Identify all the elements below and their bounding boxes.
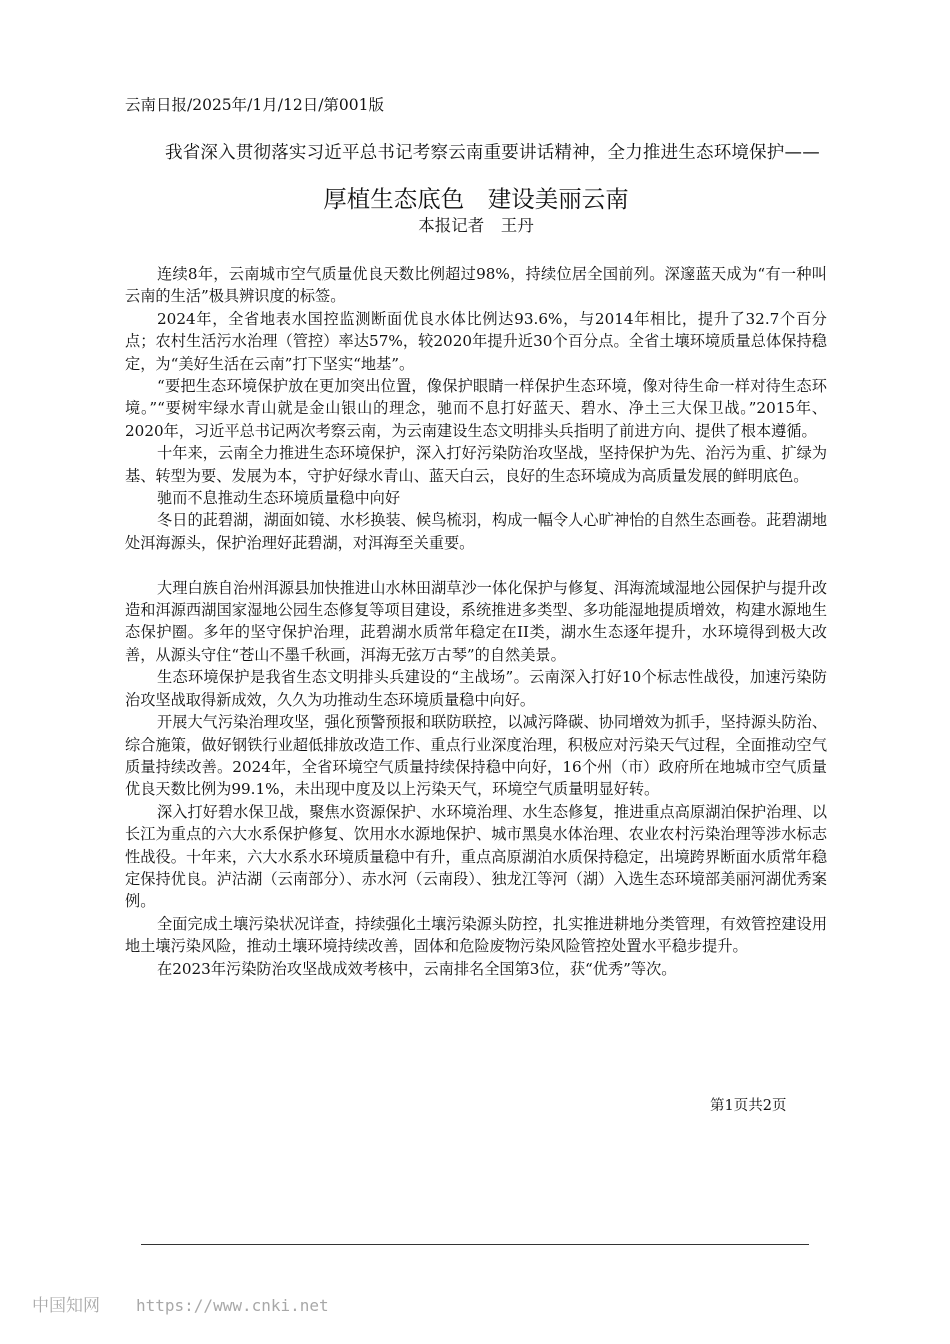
- paragraph: 在2023年污染防治攻坚战成效考核中，云南排名全国第3位，获“优秀”等次。: [157, 959, 677, 978]
- page-number: 第1页共2页: [710, 1098, 787, 1114]
- paragraph: 深入打好碧水保卫战，聚焦水资源保护、水环境治理、水生态修复，推进重点高原湖泊保护治理、以长江为重点的六大水系保护修复、饮用水水源地保护、城市黑臭水体治理、农业农村污染治理等涉水标志性战役。十年来，六大水系水环境质量稳中有升，重点高原湖泊水质保持稳定，出境跨界断面水质常年稳定保持优良。泸沽湖（云南部分）、赤水河（云南段）、独龙江等河（湖）入选生态环境部美丽河湖优秀案例。: [125, 802, 827, 911]
- cnki-url-watermark: https://www.cnki.net: [136, 1296, 329, 1315]
- paragraph: “要把生态环境保护放在更加突出位置，像保护眼睛一样保护生态环境，像对待生命一样对待生态环境。”“要树牢绿水青山就是金山银山的理念，驰而不息打好蓝天、碧水、净土三大保卫战。”2015年、2020年，习近平总书记两次考察云南，为云南建设生态文明排头兵指明了前进方向、提供了根本遵循。: [125, 377, 827, 440]
- article-body: [125, 263, 827, 980]
- paragraph: 冬日的茈碧湖，湖面如镜、水杉换装、候鸟梳羽，构成一幅令人心旷神怡的自然生态画卷。茈碧湖地处洱海源头，保护治理好茈碧湖，对洱海至关重要。: [125, 511, 827, 552]
- source-line: 云南日报/2025年/1月/12日/第001版: [125, 96, 385, 114]
- article-byline: 本报记者 王丹: [418, 216, 534, 235]
- paragraph: 生态环境保护是我省生态文明排头兵建设的“主战场”。云南深入打好10个标志性战役，加速污染防治攻坚战取得新成效，久久为功推动生态环境质量稳中向好。: [125, 668, 827, 709]
- paragraph: 全面完成土壤污染状况详查，持续强化土壤污染源头防控，扎实推进耕地分类管理，有效管控建设用地土壤污染风险，推动土壤环境持续改善，固体和危险废物污染风险管控处置水平稳步提升。: [125, 914, 827, 956]
- article-headline: 厚植生态底色 建设美丽云南: [323, 185, 629, 213]
- paragraph: 十年来，云南全力推进生态环境保护，深入打好污染防治攻坚战，坚持保护为先、治污为重、扩绿为基、转型为要、发展为本，守护好绿水青山、蓝天白云，良好的生态环境成为高质量发展的鲜明底色。: [125, 444, 827, 485]
- paragraph: 连续8年，云南城市空气质量优良天数比例超过98%，持续位居全国前列。深邃蓝天成为“有一种叫云南的生活”极具辨识度的标签。: [125, 265, 827, 306]
- paragraph: 2024年，全省地表水国控监测断面优良水体比例达93.6%，与2014年相比，提升了32.7个百分点；农村生活污水治理（管控）率达57%，较2020年提升近30个百分点。全省土壤环境质量总体保持稳定，为“美好生活在云南”打下坚实“地基”。: [125, 309, 827, 373]
- article-kicker: 我省深入贯彻落实习近平总书记考察云南重要讲话精神，全力推进生态环境保护——: [165, 143, 820, 163]
- paragraph: 大理白族自治州洱源县加快推进山水林田湖草沙一体化保护与修复、洱海流域湿地公园保护与提升改造和洱源西湖国家湿地公园生态修复等项目建设，系统推进多类型、多功能湿地提质增效，构建水源地生态保护圈。多年的坚守保护治理，茈碧湖水质常年稳定在II类，湖水生态逐年提升，水环境得到极大改善，从源头守住“苍山不墨千秋画，洱海无弦万古琴”的自然美景。: [125, 578, 827, 664]
- cnki-logo-watermark: 中国知网: [32, 1296, 100, 1316]
- section-subheading: 驰而不息推动生态环境质量稳中向好: [157, 489, 400, 508]
- paragraph: 开展大气污染治理攻坚，强化预警预报和联防联控，以减污降碳、协同增效为抓手，坚持源头防治、综合施策，做好钢铁行业超低排放改造工作、重点行业深度治理，积极应对污染天气过程，全面推动空气质量持续改善。2024年，全省环境空气质量持续保持稳中向好，16个州（市）政府所在地城市空气质量优良天数比例为99.1%，未出现中度及以上污染天气，环境空气质量明显好转。: [125, 713, 827, 799]
- footer-divider: [141, 1244, 809, 1245]
